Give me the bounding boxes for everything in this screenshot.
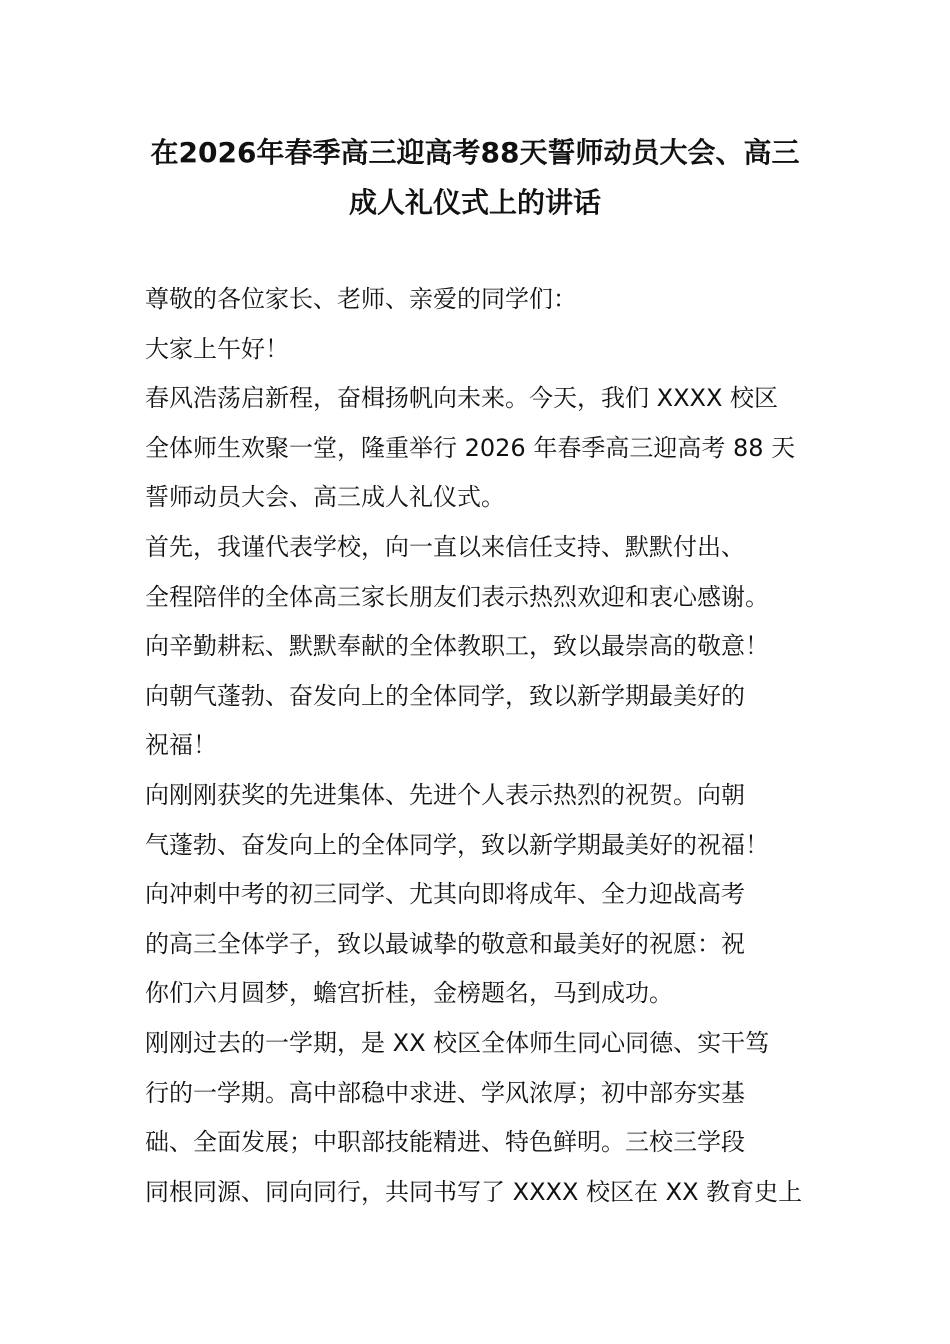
title-line: 在2026年春季高三迎高考88天誓师动员大会、高三	[150, 136, 800, 169]
body-line: 大家上午好！	[145, 334, 289, 363]
body-line: 同根同源、同向同行，共同书写了 XXXX 校区在 XX 教育史上	[145, 1177, 803, 1206]
title-line: 成人礼仪式上的讲话	[348, 186, 601, 219]
body-line: 的高三全体学子，致以最诚挚的敬意和最美好的祝愿：祝	[145, 929, 745, 958]
body-line: 气蓬勃、奋发向上的全体同学，致以新学期最美好的祝福！	[145, 830, 769, 859]
body-line: 向刚刚获奖的先进集体、先进个人表示热烈的祝贺。向朝	[145, 780, 745, 809]
body-line: 向冲刺中考的初三同学、尤其向即将成年、全力迎战高考	[145, 880, 745, 909]
body-line: 誓师动员大会、高三成人礼仪式。	[145, 483, 505, 512]
body-line: 全程陪伴的全体高三家长朋友们表示热烈欢迎和衷心感谢。	[145, 582, 769, 611]
body-line: 刚刚过去的一学期，是 XX 校区全体师生同心同德、实干笃	[145, 1028, 770, 1057]
body-line: 首先，我谨代表学校，向一直以来信任支持、默默付出、	[145, 532, 745, 561]
body-line: 全体师生欢聚一堂，隆重举行 2026 年春季高三迎高考 88 天	[145, 433, 796, 462]
body-line: 尊敬的各位家长、老师、亲爱的同学们：	[145, 285, 577, 313]
body-line: 你们六月圆梦，蟾宫折桂，金榜题名，马到成功。	[145, 979, 673, 1008]
body-line: 向朝气蓬勃、奋发向上的全体同学，致以新学期最美好的	[145, 681, 745, 710]
document-title	[140, 128, 810, 228]
body-line: 行的一学期。高中部稳中求进、学风浓厚；初中部夯实基	[145, 1078, 745, 1107]
body-line: 础、全面发展；中职部技能精进、特色鲜明。三校三学段	[145, 1128, 745, 1157]
document-body	[145, 275, 815, 1217]
body-line: 向辛勤耕耘、默默奉献的全体教职工，致以最崇高的敬意！	[145, 632, 769, 661]
body-line: 祝福！	[145, 731, 217, 760]
body-line: 春风浩荡启新程，奋楫扬帆向未来。今天，我们 XXXX 校区	[145, 384, 779, 413]
